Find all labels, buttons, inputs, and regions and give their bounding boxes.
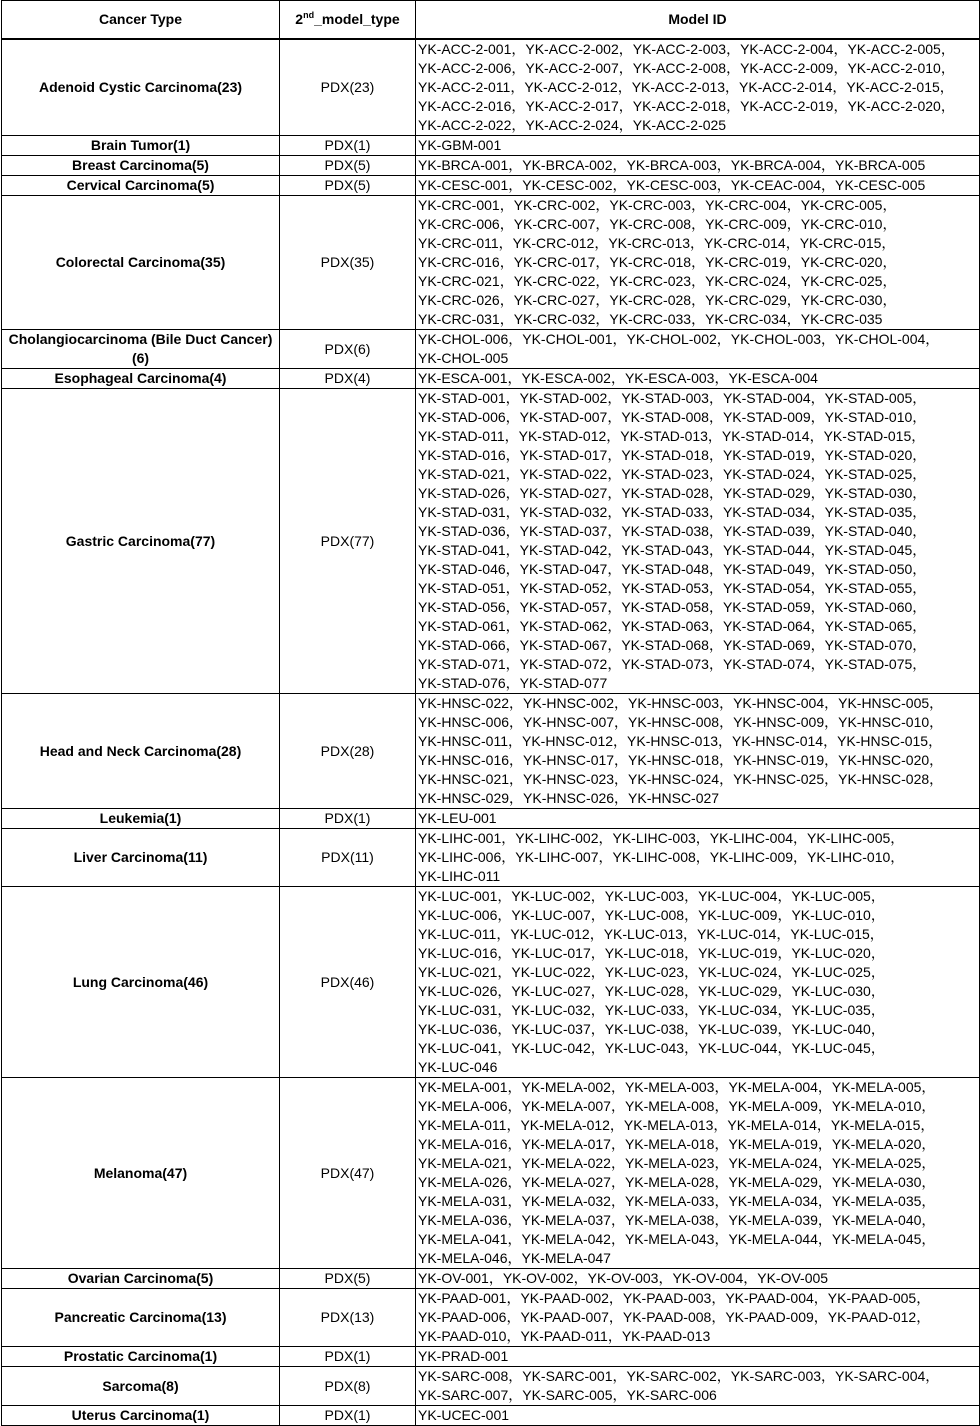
- model-id-line: YK-STAD-031，YK-STAD-032，YK-STAD-033，YK-STAD-034，YK-STAD-035，: [418, 504, 927, 520]
- model-id-line: YK-ACC-2-016，YK-ACC-2-017，YK-ACC-2-018，YK-ACC-2-019，YK-ACC-2-020，: [418, 98, 955, 114]
- model-id-cell: [416, 1406, 980, 1426]
- model-type-cell: PDX(1): [280, 136, 416, 156]
- model-id-line: YK-CRC-016，YK-CRC-017，YK-CRC-018，YK-CRC-019，YK-CRC-020，: [418, 254, 897, 270]
- table-row: [2, 330, 980, 369]
- table-row: [2, 829, 980, 887]
- model-id-line: YK-UCEC-001: [418, 1407, 510, 1423]
- model-id-line: YK-LIHC-011: [418, 868, 501, 884]
- model-id-line: YK-LUC-026，YK-LUC-027，YK-LUC-028，YK-LUC-029，YK-LUC-030，: [418, 983, 885, 999]
- model-id-line: YK-LUC-041，YK-LUC-042，YK-LUC-043，YK-LUC-044，YK-LUC-045，: [418, 1040, 885, 1056]
- model-id-cell: [416, 1289, 980, 1347]
- model-id-line: YK-PAAD-001，YK-PAAD-002，YK-PAAD-003，YK-PAAD-004，YK-PAAD-005，: [418, 1290, 931, 1306]
- model-id-cell: [416, 809, 980, 829]
- model-type-cell: PDX(1): [280, 1347, 416, 1367]
- model-id-line: YK-CRC-011，YK-CRC-012，YK-CRC-013，YK-CRC-014，YK-CRC-015，: [418, 235, 896, 251]
- model-id-line: YK-STAD-056，YK-STAD-057，YK-STAD-058，YK-STAD-059，YK-STAD-060，: [418, 599, 927, 615]
- model-id-cell: [416, 176, 980, 196]
- model-id-cell: [416, 39, 980, 136]
- table-row: [2, 1347, 980, 1367]
- model-id-line: YK-STAD-076，YK-STAD-077: [418, 675, 608, 691]
- model-type-cell: PDX(5): [280, 1269, 416, 1289]
- model-id-line: YK-OV-001，YK-OV-002，YK-OV-003，YK-OV-004，YK-OV-005: [418, 1270, 829, 1286]
- model-id-line: YK-ACC-2-001，YK-ACC-2-002，YK-ACC-2-003，YK-ACC-2-004，YK-ACC-2-005，: [418, 41, 955, 57]
- model-type-cell: PDX(28): [280, 694, 416, 809]
- model-id-cell: [416, 330, 980, 369]
- model-id-line: YK-CHOL-005: [418, 350, 509, 366]
- model-id-line: YK-HNSC-022，YK-HNSC-002，YK-HNSC-003，YK-HNSC-004，YK-HNSC-005，: [418, 695, 944, 711]
- model-type-cell: PDX(35): [280, 196, 416, 330]
- cancer-type-cell: Sarcoma(8): [2, 1367, 280, 1406]
- table-row: [2, 196, 980, 330]
- cancer-type-cell: Liver Carcinoma(11): [2, 829, 280, 887]
- model-id-line: YK-MELA-006，YK-MELA-007，YK-MELA-008，YK-MELA-009，YK-MELA-010，: [418, 1098, 936, 1114]
- model-id-line: YK-LUC-001，YK-LUC-002，YK-LUC-003，YK-LUC-004，YK-LUC-005，: [418, 888, 885, 904]
- cancer-type-cell: Colorectal Carcinoma(35): [2, 196, 280, 330]
- model-id-line: YK-CRC-001，YK-CRC-002，YK-CRC-003，YK-CRC-004，YK-CRC-005，: [418, 197, 897, 213]
- model-id-line: YK-PAAD-010，YK-PAAD-011，YK-PAAD-013: [418, 1328, 711, 1344]
- model-id-line: YK-ESCA-001，YK-ESCA-002，YK-ESCA-003，YK-ESCA-004: [418, 370, 818, 386]
- model-id-line: YK-ACC-2-022，YK-ACC-2-024，YK-ACC-2-025: [418, 117, 727, 133]
- model-type-cell: PDX(46): [280, 887, 416, 1078]
- header-model-type: [280, 1, 416, 40]
- model-id-line: YK-ACC-2-006，YK-ACC-2-007，YK-ACC-2-008，YK-ACC-2-009，YK-ACC-2-010，: [418, 60, 955, 76]
- cancer-type-cell: Brain Tumor(1): [2, 136, 280, 156]
- header-row: [2, 1, 980, 40]
- header-cancer-type: Cancer Type: [2, 1, 280, 40]
- model-id-cell: [416, 156, 980, 176]
- cancer-type-cell: Cervical Carcinoma(5): [2, 176, 280, 196]
- table-row: [2, 1289, 980, 1347]
- model-id-line: YK-SARC-007，YK-SARC-005，YK-SARC-006: [418, 1387, 717, 1403]
- table-row: [2, 176, 980, 196]
- model-id-line: YK-CHOL-006，YK-CHOL-001，YK-CHOL-002，YK-CHOL-003，YK-CHOL-004，: [418, 331, 940, 347]
- model-id-cell: [416, 196, 980, 330]
- model-id-line: YK-STAD-006，YK-STAD-007，YK-STAD-008，YK-STAD-009，YK-STAD-010，: [418, 409, 927, 425]
- model-id-line: YK-LIHC-006，YK-LIHC-007，YK-LIHC-008，YK-LIHC-009，YK-LIHC-010，: [418, 849, 905, 865]
- cancer-type-cell: Cholangiocarcinoma (Bile Duct Cancer)(6): [2, 330, 280, 369]
- header-model-type-sup: nd: [303, 10, 315, 20]
- model-id-cell: [416, 389, 980, 694]
- model-id-line: YK-STAD-061，YK-STAD-062，YK-STAD-063，YK-STAD-064，YK-STAD-065，: [418, 618, 927, 634]
- model-id-line: YK-CRC-026，YK-CRC-027，YK-CRC-028，YK-CRC-029，YK-CRC-030，: [418, 292, 897, 308]
- model-type-cell: PDX(77): [280, 389, 416, 694]
- model-id-line: YK-HNSC-021，YK-HNSC-023，YK-HNSC-024，YK-HNSC-025，YK-HNSC-028，: [418, 771, 944, 787]
- model-id-line: YK-MELA-031，YK-MELA-032，YK-MELA-033，YK-MELA-034，YK-MELA-035，: [418, 1193, 936, 1209]
- model-type-cell: PDX(11): [280, 829, 416, 887]
- table-row: [2, 136, 980, 156]
- table-row: [2, 1078, 980, 1269]
- model-id-line: YK-LUC-006，YK-LUC-007，YK-LUC-008，YK-LUC-009，YK-LUC-010，: [418, 907, 885, 923]
- model-id-line: YK-CRC-021，YK-CRC-022，YK-CRC-023，YK-CRC-024，YK-CRC-025，: [418, 273, 897, 289]
- cancer-type-cell: Head and Neck Carcinoma(28): [2, 694, 280, 809]
- model-id-line: YK-GBM-001: [418, 137, 502, 153]
- model-id-line: YK-MELA-021，YK-MELA-022，YK-MELA-023，YK-MELA-024，YK-MELA-025，: [418, 1155, 936, 1171]
- model-id-line: YK-ACC-2-011，YK-ACC-2-012，YK-ACC-2-013，YK-ACC-2-014，YK-ACC-2-015，: [418, 79, 954, 95]
- model-id-line: YK-LIHC-001，YK-LIHC-002，YK-LIHC-003，YK-LIHC-004，YK-LIHC-005，: [418, 830, 905, 846]
- model-id-line: YK-MELA-026，YK-MELA-027，YK-MELA-028，YK-MELA-029，YK-MELA-030，: [418, 1174, 936, 1190]
- model-id-line: YK-MELA-001，YK-MELA-002，YK-MELA-003，YK-MELA-004，YK-MELA-005，: [418, 1079, 936, 1095]
- model-type-cell: PDX(4): [280, 369, 416, 389]
- model-id-line: YK-CRC-031，YK-CRC-032，YK-CRC-033，YK-CRC-034，YK-CRC-035: [418, 311, 883, 327]
- header-model-type-suffix: _model_type: [314, 11, 400, 27]
- model-id-cell: [416, 1269, 980, 1289]
- table-row: [2, 39, 980, 136]
- model-id-line: YK-HNSC-006，YK-HNSC-007，YK-HNSC-008，YK-HNSC-009，YK-HNSC-010，: [418, 714, 944, 730]
- cancer-type-cell: Pancreatic Carcinoma(13): [2, 1289, 280, 1347]
- model-id-cell: [416, 829, 980, 887]
- model-id-line: YK-STAD-051，YK-STAD-052，YK-STAD-053，YK-STAD-054，YK-STAD-055，: [418, 580, 927, 596]
- model-table: [1, 0, 980, 1426]
- cancer-type-cell: Adenoid Cystic Carcinoma(23): [2, 39, 280, 136]
- model-type-cell: PDX(1): [280, 809, 416, 829]
- model-id-line: YK-STAD-066，YK-STAD-067，YK-STAD-068，YK-STAD-069，YK-STAD-070，: [418, 637, 927, 653]
- model-id-line: YK-LUC-046: [418, 1059, 498, 1075]
- model-id-line: YK-LUC-016，YK-LUC-017，YK-LUC-018，YK-LUC-019，YK-LUC-020，: [418, 945, 885, 961]
- cancer-type-cell: Leukemia(1): [2, 809, 280, 829]
- model-id-line: YK-LEU-001: [418, 810, 497, 826]
- model-type-cell: PDX(13): [280, 1289, 416, 1347]
- cancer-type-cell: Melanoma(47): [2, 1078, 280, 1269]
- model-id-line: YK-STAD-036，YK-STAD-037，YK-STAD-038，YK-STAD-039，YK-STAD-040，: [418, 523, 927, 539]
- model-id-line: YK-MELA-016，YK-MELA-017，YK-MELA-018，YK-MELA-019，YK-MELA-020，: [418, 1136, 936, 1152]
- model-id-line: YK-HNSC-016，YK-HNSC-017，YK-HNSC-018，YK-HNSC-019，YK-HNSC-020，: [418, 752, 944, 768]
- model-id-line: YK-HNSC-011，YK-HNSC-012，YK-HNSC-013，YK-HNSC-014，YK-HNSC-015，: [418, 733, 943, 749]
- model-id-line: YK-CRC-006，YK-CRC-007，YK-CRC-008，YK-CRC-009，YK-CRC-010，: [418, 216, 897, 232]
- model-id-cell: [416, 1367, 980, 1406]
- model-id-line: YK-STAD-001，YK-STAD-002，YK-STAD-003，YK-STAD-004，YK-STAD-005，: [418, 390, 927, 406]
- model-id-line: YK-MELA-036，YK-MELA-037，YK-MELA-038，YK-MELA-039，YK-MELA-040，: [418, 1212, 936, 1228]
- table-row: [2, 1406, 980, 1426]
- table-row: [2, 1269, 980, 1289]
- model-id-line: YK-STAD-071，YK-STAD-072，YK-STAD-073，YK-STAD-074，YK-STAD-075，: [418, 656, 927, 672]
- table-row: [2, 887, 980, 1078]
- cancer-type-cell: Ovarian Carcinoma(5): [2, 1269, 280, 1289]
- table-row: [2, 1367, 980, 1406]
- table-row: [2, 809, 980, 829]
- model-id-line: YK-MELA-041，YK-MELA-042，YK-MELA-043，YK-MELA-044，YK-MELA-045，: [418, 1231, 936, 1247]
- table-row: [2, 369, 980, 389]
- model-type-cell: PDX(23): [280, 39, 416, 136]
- model-type-cell: PDX(6): [280, 330, 416, 369]
- table-row: [2, 156, 980, 176]
- model-id-line: YK-STAD-041，YK-STAD-042，YK-STAD-043，YK-STAD-044，YK-STAD-045，: [418, 542, 927, 558]
- model-id-line: YK-LUC-036，YK-LUC-037，YK-LUC-038，YK-LUC-039，YK-LUC-040，: [418, 1021, 885, 1037]
- cancer-type-cell: Lung Carcinoma(46): [2, 887, 280, 1078]
- model-type-cell: PDX(5): [280, 176, 416, 196]
- table-row: [2, 694, 980, 809]
- model-id-line: YK-HNSC-029，YK-HNSC-026，YK-HNSC-027: [418, 790, 720, 806]
- model-id-line: YK-STAD-011，YK-STAD-012，YK-STAD-013，YK-STAD-014，YK-STAD-015，: [418, 428, 926, 444]
- model-id-line: YK-LUC-031，YK-LUC-032，YK-LUC-033，YK-LUC-034，YK-LUC-035，: [418, 1002, 885, 1018]
- model-id-line: YK-PAAD-006，YK-PAAD-007，YK-PAAD-008，YK-PAAD-009，YK-PAAD-012，: [418, 1309, 931, 1325]
- model-id-cell: [416, 136, 980, 156]
- model-id-line: YK-CESC-001，YK-CESC-002，YK-CESC-003，YK-CEAC-004，YK-CESC-005: [418, 177, 926, 193]
- table-header: [2, 1, 980, 40]
- model-type-cell: PDX(1): [280, 1406, 416, 1426]
- model-type-cell: PDX(8): [280, 1367, 416, 1406]
- model-type-cell: PDX(47): [280, 1078, 416, 1269]
- table-row: [2, 389, 980, 694]
- cancer-type-cell: Gastric Carcinoma(77): [2, 389, 280, 694]
- header-model-id: Model ID: [416, 1, 980, 40]
- model-id-line: YK-PRAD-001: [418, 1348, 509, 1364]
- model-id-line: YK-BRCA-001，YK-BRCA-002，YK-BRCA-003，YK-BRCA-004，YK-BRCA-005: [418, 157, 926, 173]
- model-id-line: YK-STAD-026，YK-STAD-027，YK-STAD-028，YK-STAD-029，YK-STAD-030，: [418, 485, 927, 501]
- model-id-line: YK-MELA-011，YK-MELA-012，YK-MELA-013，YK-MELA-014，YK-MELA-015，: [418, 1117, 935, 1133]
- model-id-line: YK-SARC-008，YK-SARC-001，YK-SARC-002，YK-SARC-003，YK-SARC-004，: [418, 1368, 940, 1384]
- model-id-line: YK-STAD-046，YK-STAD-047，YK-STAD-048，YK-STAD-049，YK-STAD-050，: [418, 561, 927, 577]
- cancer-type-cell: Esophageal Carcinoma(4): [2, 369, 280, 389]
- model-id-cell: [416, 1078, 980, 1269]
- model-id-cell: [416, 369, 980, 389]
- model-id-line: YK-LUC-021，YK-LUC-022，YK-LUC-023，YK-LUC-024，YK-LUC-025，: [418, 964, 885, 980]
- table-body: [2, 39, 980, 1426]
- model-id-cell: [416, 1347, 980, 1367]
- cancer-type-cell: Breast Carcinoma(5): [2, 156, 280, 176]
- cancer-type-cell: Uterus Carcinoma(1): [2, 1406, 280, 1426]
- model-type-cell: PDX(5): [280, 156, 416, 176]
- model-id-line: YK-STAD-016，YK-STAD-017，YK-STAD-018，YK-STAD-019，YK-STAD-020，: [418, 447, 927, 463]
- header-model-type-prefix: 2: [295, 11, 304, 27]
- model-id-line: YK-LUC-011，YK-LUC-012，YK-LUC-013，YK-LUC-014，YK-LUC-015，: [418, 926, 884, 942]
- model-id-cell: [416, 694, 980, 809]
- cancer-type-cell: Prostatic Carcinoma(1): [2, 1347, 280, 1367]
- model-id-line: YK-MELA-046，YK-MELA-047: [418, 1250, 611, 1266]
- model-id-cell: [416, 887, 980, 1078]
- model-id-line: YK-STAD-021，YK-STAD-022，YK-STAD-023，YK-STAD-024，YK-STAD-025，: [418, 466, 927, 482]
